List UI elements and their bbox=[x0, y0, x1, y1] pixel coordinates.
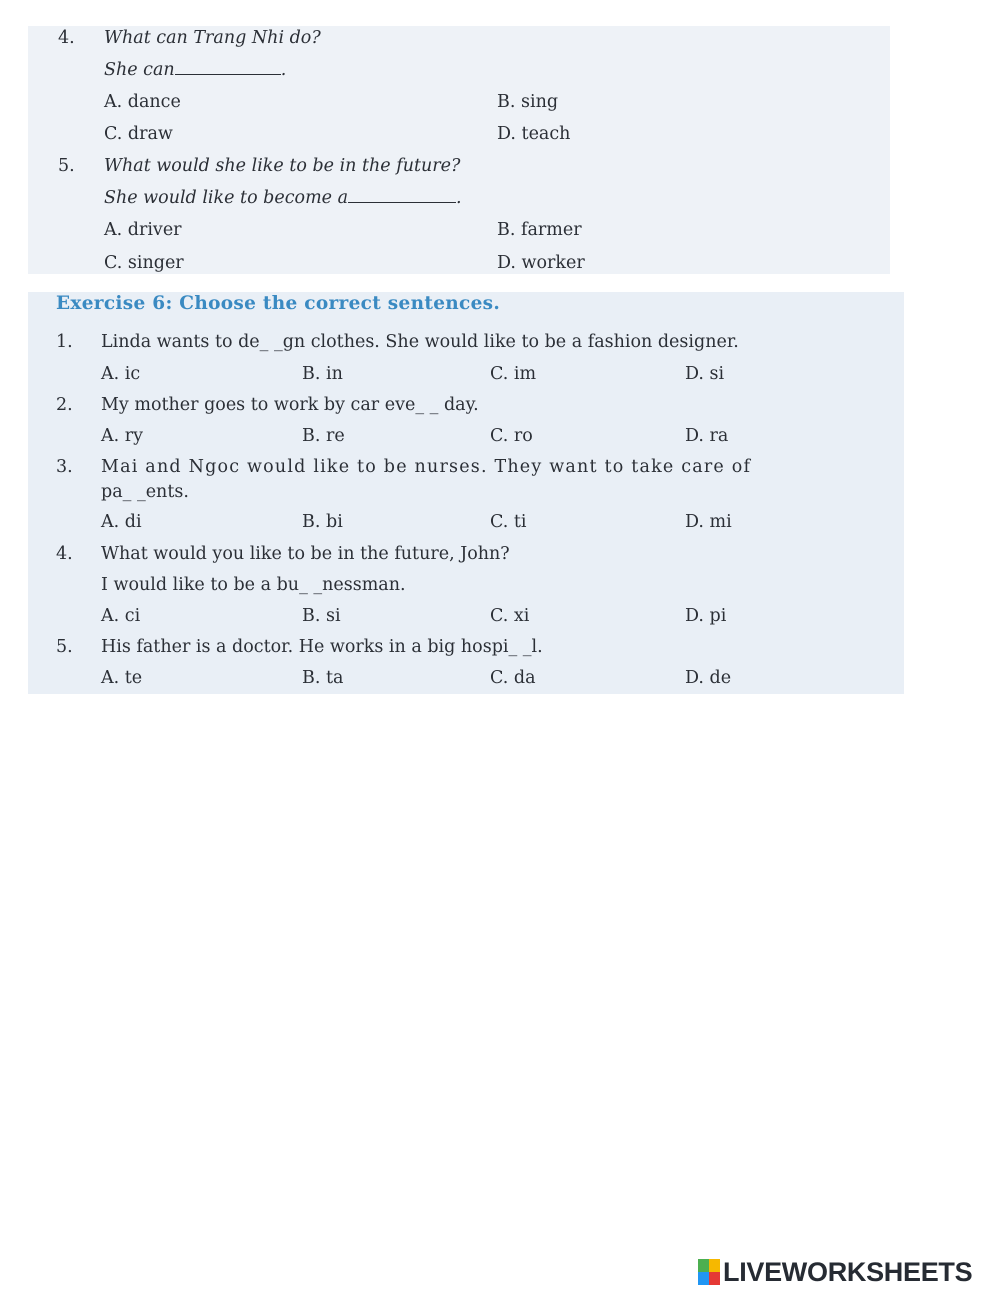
question-5-number: 5. bbox=[58, 156, 75, 176]
item-3-sentence-line-2: pa_ _ents. bbox=[101, 482, 189, 502]
q5-option-b[interactable]: B. farmer bbox=[497, 220, 582, 240]
q4-option-a[interactable]: A. dance bbox=[104, 92, 181, 112]
item-3-option-a[interactable]: A. di bbox=[101, 512, 142, 532]
item-5-option-d[interactable]: D. de bbox=[685, 668, 732, 688]
item-5-number: 5. bbox=[56, 637, 73, 657]
item-3-option-b[interactable]: B. bi bbox=[302, 512, 343, 532]
question-4-stem-after: . bbox=[280, 60, 287, 80]
item-1-option-a[interactable]: A. ic bbox=[101, 364, 141, 384]
q4-option-b[interactable]: B. sing bbox=[497, 92, 559, 112]
answer-blank bbox=[175, 59, 281, 75]
item-4-sentence-line-2: I would like to be a bu_ _nessman. bbox=[101, 575, 406, 595]
item-4-option-d[interactable]: D. pi bbox=[685, 606, 727, 626]
item-2-sentence: My mother goes to work by car eve_ _ day. bbox=[101, 395, 479, 415]
item-1-number: 1. bbox=[56, 332, 73, 352]
liveworksheets-logo bbox=[698, 1257, 972, 1287]
answer-blank bbox=[348, 187, 456, 203]
item-3-number: 3. bbox=[56, 457, 73, 477]
item-3-option-d[interactable]: D. mi bbox=[685, 512, 732, 532]
question-4-stem bbox=[104, 59, 286, 81]
item-5-option-a[interactable]: A. te bbox=[101, 668, 143, 688]
item-2-option-b[interactable]: B. re bbox=[302, 426, 345, 446]
q4-option-d[interactable]: D. teach bbox=[497, 124, 571, 144]
exercise-6-title: Exercise 6: Choose the correct sentences. bbox=[56, 293, 501, 314]
item-4-option-c[interactable]: C. xi bbox=[490, 606, 530, 626]
item-4-option-b[interactable]: B. si bbox=[302, 606, 341, 626]
q5-option-d[interactable]: D. worker bbox=[497, 253, 585, 273]
question-4-text: What can Trang Nhi do? bbox=[104, 28, 321, 48]
item-2-option-c[interactable]: C. ro bbox=[490, 426, 533, 446]
q5-option-a[interactable]: A. driver bbox=[104, 220, 182, 240]
item-1-option-c[interactable]: C. im bbox=[490, 364, 537, 384]
item-3-sentence-line-1: Mai and Ngoc would like to be nurses. They want to take care of bbox=[101, 457, 752, 477]
item-2-number: 2. bbox=[56, 395, 73, 415]
q4-option-c[interactable]: C. draw bbox=[104, 124, 173, 144]
logo-text: LIVEWORKSHEETS bbox=[723, 1256, 973, 1287]
item-1-sentence: Linda wants to de_ _gn clothes. She would like to be a fashion designer. bbox=[101, 332, 739, 352]
logo-square-green bbox=[698, 1259, 709, 1272]
item-5-option-b[interactable]: B. ta bbox=[302, 668, 344, 688]
question-5-stem-after: . bbox=[456, 188, 462, 208]
item-2-option-d[interactable]: D. ra bbox=[685, 426, 729, 446]
item-4-sentence-line-1: What would you like to be in the future, John? bbox=[101, 544, 510, 564]
item-5-sentence: His father is a doctor. He works in a big hospi_ _l. bbox=[101, 637, 543, 657]
item-3-option-c[interactable]: C. ti bbox=[490, 512, 527, 532]
item-1-option-d[interactable]: D. si bbox=[685, 364, 725, 384]
question-4-number: 4. bbox=[58, 28, 75, 48]
item-4-number: 4. bbox=[56, 544, 73, 564]
item-1-option-b[interactable]: B. in bbox=[302, 364, 343, 384]
item-5-option-c[interactable]: C. da bbox=[490, 668, 536, 688]
q5-option-c[interactable]: C. singer bbox=[104, 253, 184, 273]
logo-square-red bbox=[709, 1272, 720, 1285]
question-5-stem-before: She would like to become a bbox=[104, 188, 349, 208]
question-5-stem bbox=[104, 187, 462, 209]
logo-square-yellow bbox=[709, 1259, 720, 1272]
liveworksheets-logo-icon bbox=[698, 1259, 720, 1285]
question-4-stem-before: She can bbox=[104, 60, 175, 80]
item-2-option-a[interactable]: A. ry bbox=[101, 426, 144, 446]
item-4-option-a[interactable]: A. ci bbox=[101, 606, 141, 626]
logo-square-blue bbox=[698, 1272, 709, 1285]
question-5-text: What would she like to be in the future? bbox=[104, 156, 461, 176]
